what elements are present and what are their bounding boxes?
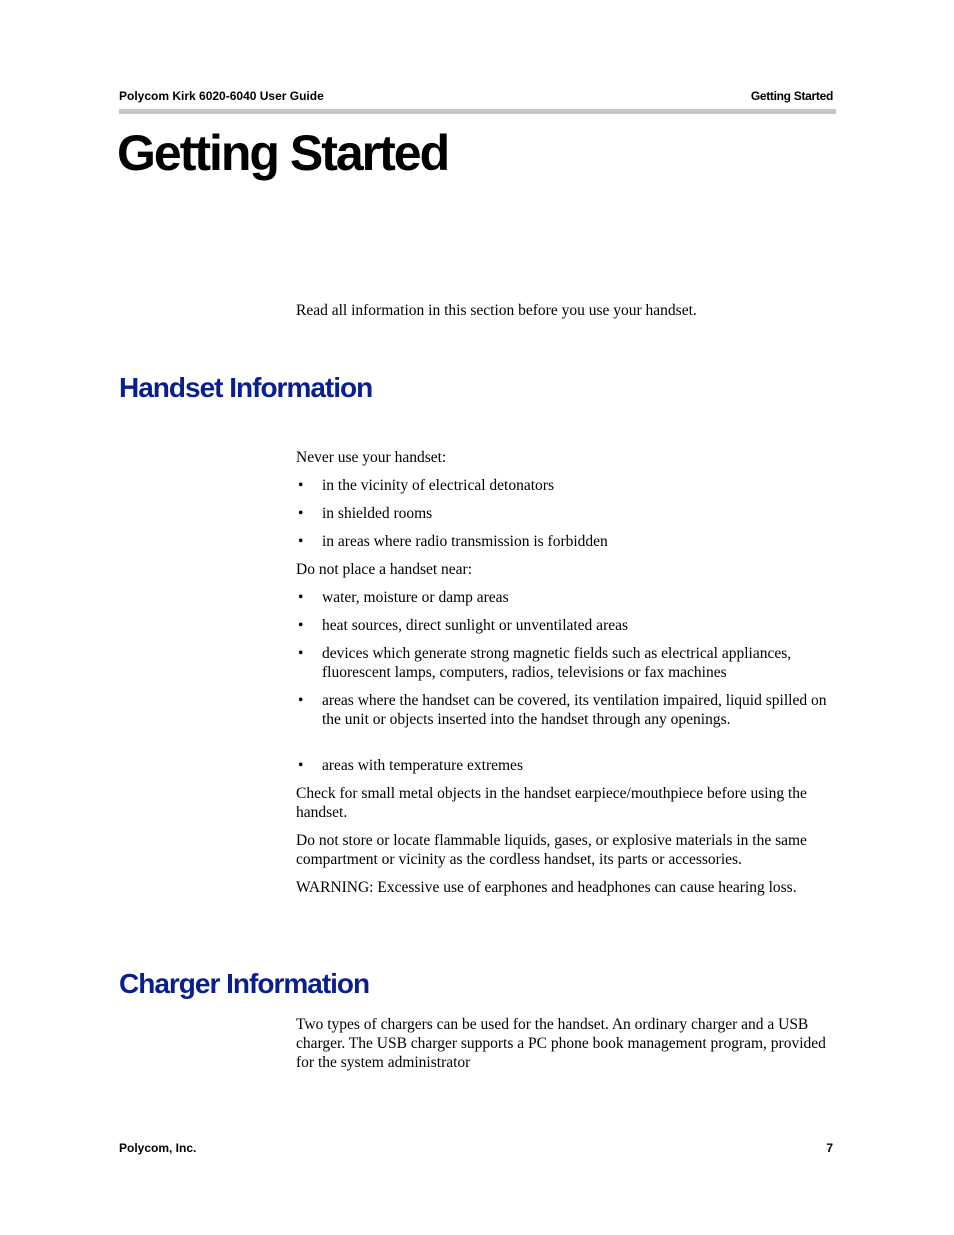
header-rule xyxy=(119,109,836,114)
never-use-intro: Never use your handset: xyxy=(296,449,447,466)
list-item: • heat sources, direct sunlight or unventilated areas xyxy=(298,617,629,634)
do-not-place-intro: Do not place a handset near: xyxy=(296,561,473,578)
list-item: • areas with temperature extremes xyxy=(298,757,523,774)
bullet-icon: • xyxy=(298,645,304,662)
section-title-handset: Handset Information xyxy=(119,372,373,403)
list-item: • in areas where radio transmission is forbidden xyxy=(298,533,608,550)
header-chapter: Getting Started xyxy=(750,89,833,103)
check-metal-paragraph: Check for small metal objects in the handset earpiece/mouthpiece before using the handset. xyxy=(296,785,807,821)
list-item: • water, moisture or damp areas xyxy=(298,589,509,606)
bullet-icon: • xyxy=(298,505,304,522)
bullet-icon: • xyxy=(298,477,304,494)
warning-paragraph: WARNING: Excessive use of earphones and headphones can cause hearing loss. xyxy=(296,879,797,896)
bullet-icon: • xyxy=(298,617,304,634)
intro-paragraph: Read all information in this section before you use your handset. xyxy=(296,302,697,319)
list-item: • devices which generate strong magnetic fields such as electrical appliances, fluorescent lamps, computers, radios, televisions or fax machines xyxy=(298,645,792,681)
list-item: • areas where the handset can be covered, its ventilation impaired, liquid spilled on the unit or objects inserted into the handset through any openings. xyxy=(298,692,827,728)
list-item: • in the vicinity of electrical detonators xyxy=(298,477,554,494)
flammable-paragraph: Do not store or locate flammable liquids, gases, or explosive materials in the same compartment or vicinity as the cordless handset, its parts or accessories. xyxy=(296,832,807,868)
page-title: Getting Started xyxy=(117,125,449,181)
bullet-icon: • xyxy=(298,533,304,550)
bullet-icon: • xyxy=(298,757,304,774)
list-item: • in shielded rooms xyxy=(298,505,433,522)
charger-paragraph: Two types of chargers can be used for the handset. An ordinary charger and a USB charger. The USB charger supports a PC phone book management program, provided for the system administrator xyxy=(296,1016,826,1071)
footer-company: Polycom, Inc. xyxy=(119,1141,197,1155)
section-title-charger: Charger Information xyxy=(119,968,370,999)
bullet-icon: • xyxy=(298,589,304,606)
header-doc-title: Polycom Kirk 6020-6040 User Guide xyxy=(119,89,324,103)
page-number: 7 xyxy=(826,1141,833,1155)
bullet-icon: • xyxy=(298,692,304,709)
